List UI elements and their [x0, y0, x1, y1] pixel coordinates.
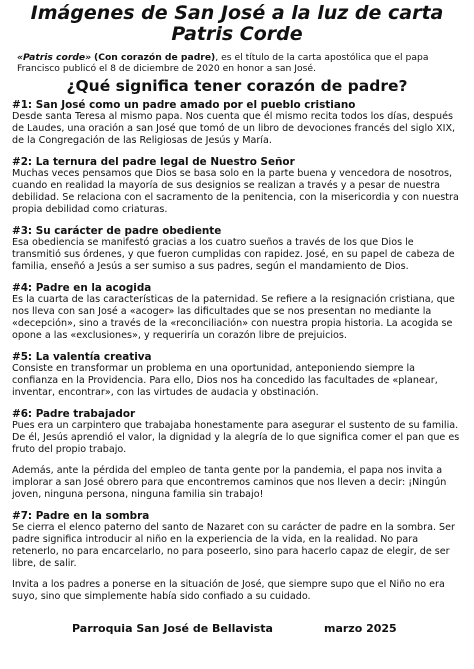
intro-subtitle: (Con corazón de padre)	[94, 52, 216, 63]
section-1	[12, 99, 462, 147]
section-heading: #1: San José como un padre amado por el pueblo cristiano	[12, 99, 356, 111]
main-question: ¿Qué significa tener corazón de padre?	[66, 77, 408, 95]
section-7	[12, 510, 462, 570]
intro-quote-title: «Patris corde»	[17, 52, 92, 63]
section-body: Muchas veces pensamos que Dios se basa solo en la parte buena y vencedora de nosotros, cuando en realidad la mayoría de sus designios se realizan a través y a pesar de nuestra debilidad. Se relaciona con el sacramento de la penitencia, con la misericordia y con nuestra propia debilidad como criaturas.	[12, 168, 459, 215]
section-heading: #2: La ternura del padre legal de Nuestro Señor	[12, 156, 295, 168]
section-5	[12, 351, 462, 399]
section-6	[12, 408, 462, 456]
section-heading: #7: Padre en la sombra	[12, 510, 150, 522]
footer-parish: Parroquia San José de Bellavista	[72, 622, 273, 635]
section-heading: #3: Su carácter de padre obediente	[12, 225, 222, 237]
section-4	[12, 282, 462, 342]
section-body: Pues era un carpintero que trabajaba honestamente para asegurar el sustento de su familia. De él, Jesús aprendió el valor, la dignidad y la alegría de lo que significa comer el pan que es fruto del propio trabajo.	[12, 420, 460, 455]
closing-paragraph: Invita a los padres a ponerse en la situación de José, que siempre supo que el Niño no era suyo, sino que simplemente había sido confiado a su cuidado.	[12, 579, 445, 602]
section-heading: #4: Padre en la acogida	[12, 282, 152, 294]
intro-paragraph	[12, 52, 462, 74]
section-heading: #5: La valentía creativa	[12, 351, 152, 363]
section-heading: #6: Padre trabajador	[12, 408, 136, 420]
intro-text: , es el título de la carta apostólica que el papa Francisco publicó el 8 de diciembre de 2020 en honor a san José.	[17, 52, 429, 74]
footer-date: marzo 2025	[324, 622, 397, 635]
section-body: Desde santa Teresa al mismo papa. Nos cuenta que él mismo recita todos los días, después de Laudes, una oración a san José que tomó de un libro de devociones francés del siglo XIX, de la Congregación de las Religiosas de Jesús y María.	[12, 111, 456, 146]
section-body: Se cierra el elenco paterno del santo de Nazaret con su carácter de padre en la sombra. Ser padre significa introducir al niño en la experiencia de la vida, en la realidad. No para retenerlo, no para encarcelarlo, no para poseerlo, sino para hacerlo capaz de elegir, de ser libre, de salir.	[12, 522, 455, 569]
pandemic-paragraph: Además, ante la pérdida del empleo de tanta gente por la pandemia, el papa nos invita a implorar a san José obrero para que encontremos caminos que nos lleven a decir: ¡Ningún joven, ninguna persona, ninguna familia sin trabajo!	[12, 465, 447, 500]
section-3	[12, 225, 462, 273]
section-2	[12, 156, 462, 216]
document-title: Imágenes de San José a la luz de carta Patris Corde	[30, 2, 444, 45]
section-body: Es la cuarta de las características de la paternidad. Se refiere a la resignación cristiana, que nos lleva con san José a «acoger» las dificultades que se nos presentan no mediante la «decepción», sino a través de la «reconciliación» con nuestra propia historia. La acogida se opone a las «exclusiones», y requeriría un corazón libre de prejuicios.	[12, 294, 455, 341]
section-body: Esa obediencia se manifestó gracias a los cuatro sueños a través de los que Dios le transmitió sus órdenes, y que fueron cumplidas con rapidez. José, en su papel de cabeza de familia, enseñó a Jesús a ser sumiso a sus padres, según el mandamiento de Dios.	[12, 237, 455, 272]
section-body: Consiste en transformar un problema en una oportunidad, anteponiendo siempre la confianza en la Providencia. Para ello, Dios nos ha concedido las facultades de «planear, inventar, encontrar», con las virtudes de audacia y obstinación.	[12, 363, 438, 398]
